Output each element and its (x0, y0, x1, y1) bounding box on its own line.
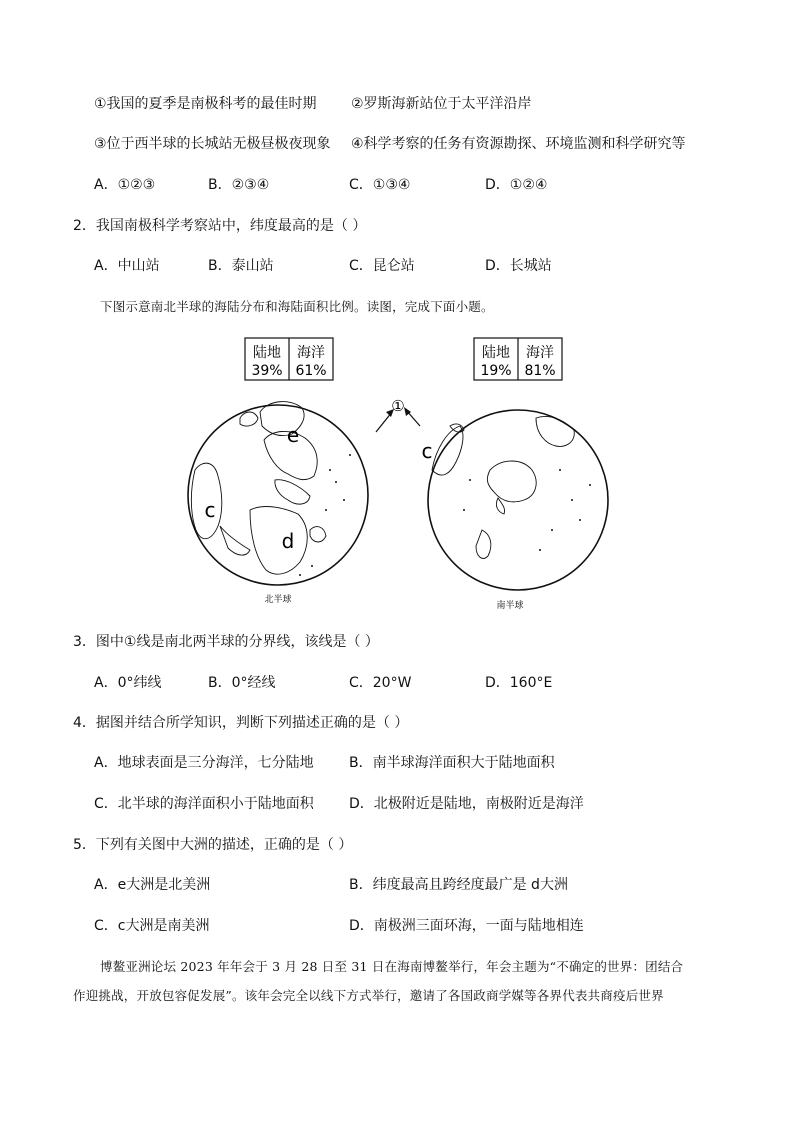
north-letter-e: e (286, 423, 300, 447)
south-land-label: 陆地 (482, 345, 510, 361)
north-letter-d: d (281, 529, 295, 553)
q4-option-c[interactable]: C．北半球的海洋面积小于陆地面积 (94, 796, 314, 812)
q3-option-b[interactable]: B．0°经线 (208, 675, 276, 691)
marker-1: ① (391, 397, 405, 415)
q3-option-a[interactable]: A．0°纬线 (94, 675, 162, 691)
figure-intro: 下图示意南北半球的海陆分布和海陆面积比例。读图，完成下面小题。 (100, 299, 494, 314)
south-land-value: 19% (480, 363, 512, 379)
q4-option-a[interactable]: A．地球表面是三分海洋，七分陆地 (94, 755, 314, 771)
q4-option-b[interactable]: B．南半球海洋面积大于陆地面积 (349, 755, 555, 771)
q1-statement-4: ④科学考察的任务有资源勘探、环境监测和科学研究等 (351, 136, 686, 152)
north-letter-c: c (204, 498, 216, 522)
q1-option-a[interactable]: A．①②③ (94, 177, 156, 193)
q1-statement-1: ①我国的夏季是南极科考的最佳时期 (94, 96, 317, 112)
north-ratio-table (245, 338, 333, 380)
q5-stem: 5．下列有关图中大洲的描述，正确的是（ ） (73, 837, 353, 853)
q1-statement-3: ③位于西半球的长城站无极昼极夜现象 (94, 136, 331, 152)
south-letter-c: c (421, 439, 433, 463)
q3-option-d[interactable]: D．160°E (485, 675, 553, 691)
north-hemisphere-globe (188, 402, 368, 585)
south-ratio-table (474, 338, 562, 380)
q4-option-d[interactable]: D．北极附近是陆地，南极附近是海洋 (349, 796, 584, 812)
passage-line-2: 作迎挑战，开放包容促发展”。该年会完全以线下方式举行，邀请了各国政商学媒等各界代表共商疫后世界 (73, 988, 664, 1003)
south-hemisphere-globe (422, 410, 609, 590)
south-ocean-label: 海洋 (526, 345, 554, 361)
q2-option-c[interactable]: C．昆仑站 (349, 258, 415, 274)
q5-option-d[interactable]: D．南极洲三面环海，一面与陆地相连 (349, 918, 584, 934)
q3-option-c[interactable]: C．20°W (349, 675, 412, 691)
q2-option-a[interactable]: A．中山站 (94, 258, 160, 274)
q1-option-c[interactable]: C．①③④ (349, 177, 411, 193)
north-land-label: 陆地 (253, 345, 281, 361)
q2-stem: 2．我国南极科学考察站中，纬度最高的是（ ） (73, 218, 367, 234)
south-ocean-value: 81% (524, 363, 556, 379)
hemisphere-figure (180, 330, 620, 615)
north-ocean-value: 61% (295, 363, 327, 379)
q5-option-a[interactable]: A．e大洲是北美洲 (94, 877, 211, 893)
north-caption: 北半球 (264, 595, 292, 605)
q1-option-d[interactable]: D．①②④ (485, 177, 548, 193)
passage-line-1: 博鳌亚洲论坛 2023 年年会于 3 月 28 日至 31 日在海南博鳌举行，年会主题为“不确定的世界：团结合 (100, 959, 684, 974)
q2-option-d[interactable]: D．长城站 (485, 258, 552, 274)
q2-option-b[interactable]: B．泰山站 (208, 258, 274, 274)
north-ocean-label: 海洋 (297, 345, 325, 361)
q1-statement-2: ②罗斯海新站位于太平洋沿岸 (351, 96, 532, 112)
q5-option-c[interactable]: C．c大洲是南美洲 (94, 918, 210, 934)
north-land-value: 39% (251, 363, 283, 379)
south-caption: 南半球 (496, 601, 524, 611)
q4-stem: 4．据图并结合所学知识，判断下列描述正确的是（ ） (73, 715, 409, 731)
q1-option-b[interactable]: B．②③④ (208, 177, 270, 193)
q5-option-b[interactable]: B．纬度最高且跨经度最广是 d大洲 (349, 877, 568, 893)
q3-stem: 3．图中①线是南北两半球的分界线，该线是（ ） (73, 634, 379, 650)
boundary-marker (376, 397, 420, 432)
